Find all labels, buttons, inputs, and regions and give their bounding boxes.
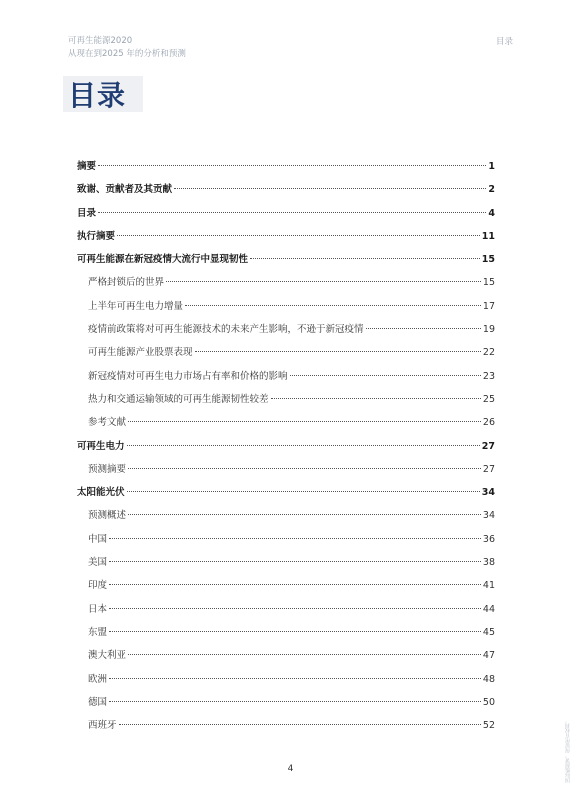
toc-entry[interactable] [77, 368, 495, 391]
toc-entry-page: 38 [482, 557, 495, 569]
toc-entry-page: 50 [482, 696, 495, 708]
toc-entry-label: 可再生电力 [77, 440, 125, 452]
dot-leader [109, 608, 481, 609]
toc-entry-page: 2 [488, 184, 495, 196]
dot-leader [119, 724, 481, 725]
toc-entry[interactable] [77, 321, 495, 344]
toc-entry[interactable] [77, 251, 495, 274]
toc-entry[interactable] [77, 577, 495, 600]
toc-entry-label: 东盟 [88, 626, 108, 638]
toc-entry-label: 中国 [88, 533, 108, 545]
toc-entry-label: 西班牙 [88, 720, 117, 732]
toc-entry-page: 48 [482, 673, 495, 685]
dot-leader [98, 165, 486, 166]
report-subtitle: 从现在到2025 年的分析和预测 [68, 49, 186, 59]
toc-entry-label: 太阳能光伏 [77, 487, 125, 499]
dot-leader [250, 258, 480, 259]
toc-entry-label: 新冠疫情对可再生电力市场占有率和价格的影响 [88, 370, 288, 382]
toc-entry-page: 27 [482, 463, 495, 475]
toc-entry-page: 19 [482, 324, 495, 336]
table-of-contents [77, 158, 495, 740]
toc-entry-page: 26 [482, 417, 495, 429]
dot-leader [98, 212, 486, 213]
dot-leader [127, 445, 480, 446]
toc-entry-page: 45 [482, 626, 495, 638]
toc-entry-page: 52 [482, 720, 495, 732]
toc-entry-page: 36 [482, 533, 495, 545]
dot-leader [128, 468, 481, 469]
toc-entry-label: 上半年可再生电力增量 [88, 300, 184, 312]
dot-leader [127, 491, 480, 492]
toc-entry-label: 执行摘要 [77, 230, 116, 242]
toc-entry[interactable] [77, 671, 495, 694]
toc-entry[interactable] [77, 461, 495, 484]
dot-leader [109, 701, 481, 702]
toc-entry[interactable] [77, 507, 495, 530]
toc-entry[interactable] [77, 181, 495, 204]
toc-entry-label: 目录 [77, 207, 97, 219]
dot-leader [185, 305, 481, 306]
dot-leader [109, 538, 481, 539]
toc-entry-label: 热力和交通运输领域的可再生能源韧性较差 [88, 393, 269, 405]
toc-entry-label: 参考文献 [88, 417, 127, 429]
dot-leader [128, 514, 481, 515]
dot-leader [174, 188, 486, 189]
toc-entry[interactable] [77, 647, 495, 670]
toc-entry-label: 致谢、贡献者及其贡献 [77, 184, 173, 196]
toc-entry-page: 34 [481, 487, 495, 499]
toc-entry[interactable] [77, 158, 495, 181]
dot-leader [366, 328, 481, 329]
toc-entry-page: 47 [482, 650, 495, 662]
toc-entry-page: 23 [482, 370, 495, 382]
toc-entry-page: 25 [482, 393, 495, 405]
section-label: 目录 [495, 37, 513, 47]
toc-entry-page: 15 [481, 254, 495, 266]
toc-entry[interactable] [77, 601, 495, 624]
page-number: 4 [287, 764, 294, 774]
toc-entry[interactable] [77, 228, 495, 251]
toc-entry-page: 41 [482, 580, 495, 592]
dot-leader [109, 678, 481, 679]
dot-leader [109, 584, 481, 585]
toc-entry[interactable] [77, 484, 495, 507]
report-title: 可再生能源2020 [68, 36, 133, 46]
toc-entry[interactable] [77, 554, 495, 577]
page-title: 目录 [68, 79, 127, 112]
toc-entry-page: 1 [488, 161, 495, 172]
running-header [68, 35, 186, 61]
dot-leader [290, 375, 481, 376]
toc-entry[interactable] [77, 274, 495, 297]
toc-entry[interactable] [77, 298, 495, 321]
toc-entry[interactable] [77, 531, 495, 554]
dot-leader [109, 561, 481, 562]
dot-leader [166, 281, 481, 282]
toc-entry[interactable] [77, 205, 495, 228]
dot-leader [109, 631, 481, 632]
toc-entry[interactable] [77, 694, 495, 717]
toc-entry-page: 44 [482, 603, 495, 615]
toc-entry-label: 欧洲 [88, 673, 108, 685]
toc-entry-label: 印度 [88, 580, 108, 592]
toc-entry-label: 日本 [88, 603, 108, 615]
toc-entry-page: 11 [481, 230, 495, 242]
toc-entry[interactable] [77, 438, 495, 461]
toc-entry-label: 预测摘要 [88, 463, 127, 475]
toc-entry-page: 22 [482, 347, 495, 359]
toc-entry-page: 4 [488, 207, 495, 219]
dot-leader [128, 654, 481, 655]
toc-entry-label: 澳大利亚 [88, 650, 127, 662]
toc-entry-label: 可再生能源在新冠疫情大流行中显现韧性 [77, 254, 249, 266]
toc-entry-label: 摘要 [77, 161, 97, 172]
toc-entry-label: 德国 [88, 696, 108, 708]
toc-entry[interactable] [77, 624, 495, 647]
toc-entry-page: 17 [482, 300, 495, 312]
toc-entry[interactable] [77, 717, 495, 740]
toc-entry-label: 严格封锁后的世界 [88, 277, 165, 289]
dot-leader [117, 235, 480, 236]
dot-leader [271, 398, 481, 399]
side-note: 国际能源署，保留所有权利。 [565, 718, 571, 783]
toc-entry-label: 可再生能源产业股票表现 [88, 347, 193, 359]
toc-entry[interactable] [77, 391, 495, 414]
toc-entry-page: 15 [482, 277, 495, 289]
dot-leader [128, 421, 481, 422]
toc-entry-label: 美国 [88, 557, 108, 569]
toc-entry-page: 27 [481, 440, 495, 452]
toc-entry[interactable] [77, 414, 495, 437]
toc-entry-label: 预测概述 [88, 510, 127, 522]
dot-leader [195, 351, 481, 352]
toc-entry-page: 34 [482, 510, 495, 522]
toc-entry-label: 疫情前政策将对可再生能源技术的未来产生影响，不逊于新冠疫情 [88, 324, 364, 336]
toc-entry[interactable] [77, 344, 495, 367]
